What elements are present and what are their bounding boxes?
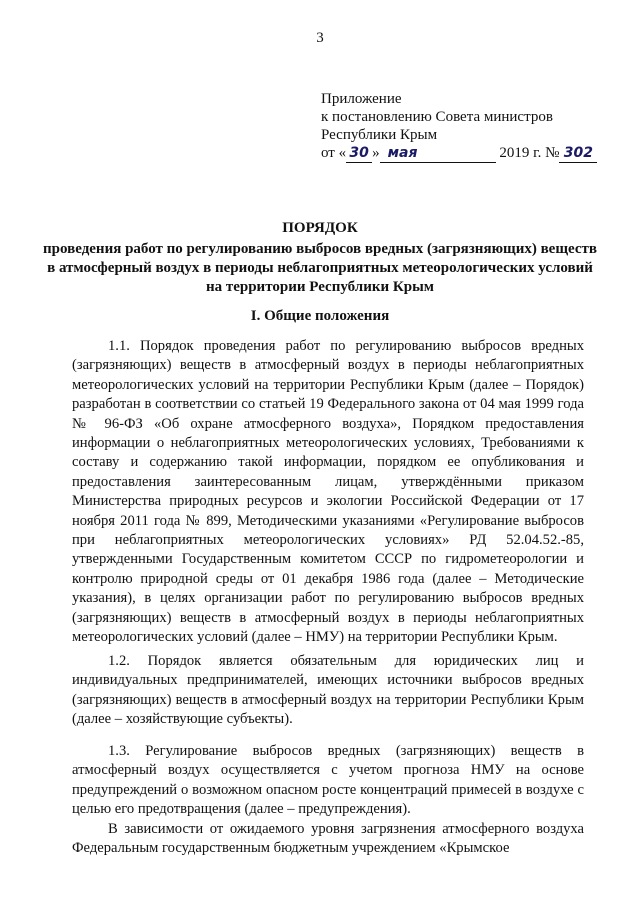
date-prefix: от « [321,145,347,161]
page-number: 3 [316,30,324,46]
section-heading: I. Общие положения [250,308,390,324]
date-year: 2019 г. № [499,145,560,161]
appendix-header [321,90,597,163]
date-quote-close: » [372,145,380,161]
date-day-field [346,144,372,163]
appendix-line: Республики Крым [321,127,438,143]
document-subtitle: проведения работ по регулированию выбросов вредных (загрязняющих) веществ в атмосферный воздух в периоды неблагоприятных метеорологических условий на территории Республики Крым [43,241,597,295]
number-field [559,144,597,163]
appendix-date-line [321,144,597,163]
paragraph-continued: В зависимости от ожидаемого уровня загрязнения атмосферного воздуха Федеральным государственным бюджетным учреждением «Крымское [72,821,584,857]
date-month-field [380,144,496,163]
appendix-line: к постановлению Совета министров [321,109,553,125]
paragraph-1-3: 1.3. Регулирование выбросов вредных (загрязняющих) веществ в атмосферный воздух осуществляется с учетом прогноза НМУ на основе предупреждений о возможном опасном росте концентраций примесей в воздухе с целью его предотвращения (далее – предупреждения). [72,743,584,818]
date-month-handwritten: мая [387,145,418,161]
number-handwritten: 302 [563,145,593,161]
paragraph-1-1: 1.1. Порядок проведения работ по регулированию выбросов вредных (загрязняющих) веществ в атмосферный воздух в периоды неблагоприятных метеорологических условий на территории Республики Крым (далее – Порядок) разработан в соответствии со статьей 19 Федерального закона от 04 мая 1999 года № 96-ФЗ «Об охране атмосферного воздуха», Порядком предоставления информации о неблагоприятных метеорологических условиях, Требованиями к составу и содержанию такой информации, порядком ее опубликования и предоставления заинтересованным лицам, утверждёнными приказом Министерства природных ресурсов и экологии Российской Федерации от 17 ноября 2011 года № 899, Методическими указаниями «Регулирование выбросов при неблагоприятных метеорологических условиях» РД 52.04.52.-85, утвержденными Государственным комитетом СССР по гидрометеорологии и контролю природной среды от 01 декабря 1986 года (далее – Методические указания), в целях организации работ по регулированию выбросов вредных (загрязняющих) веществ в атмосферный воздух в периоды неблагоприятных метеорологических условий (далее – НМУ) на территории Республики Крым. [72,338,584,646]
document-title: ПОРЯДОК [282,220,358,236]
appendix-line: Приложение [321,91,402,107]
date-day-handwritten: 30 [349,145,369,161]
paragraph-1-2: 1.2. Порядок является обязательным для юридических лиц и индивидуальных предпринимателей, имеющих источники выбросов вредных (загрязняющих) веществ в атмосферный воздух на территории Республики Крым (далее – хозяйствующие субъекты). [72,653,584,728]
